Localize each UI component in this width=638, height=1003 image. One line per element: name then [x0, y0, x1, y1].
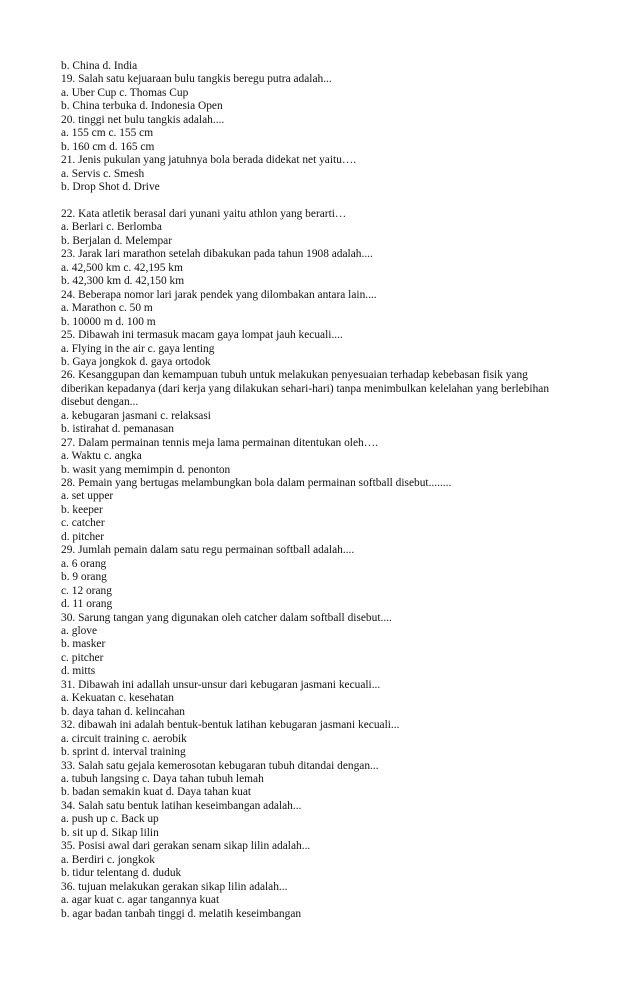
question-line: 36. tujuan melakukan gerakan sikap lilin adalah... [61, 880, 288, 893]
answer-options-line: a. tubuh langsing c. Daya tahan tubuh lemah [61, 773, 264, 785]
answer-options-line: a. Servis c. Smesh [61, 167, 145, 180]
answer-options-line: b. badan semakin kuat d. Daya tahan kuat [61, 786, 252, 799]
answer-options-line: b. Gaya jongkok d. gaya ortodok [61, 355, 211, 368]
answer-options-line: b. 10000 m d. 100 m [61, 315, 156, 328]
answer-options-line: b. sprint d. interval training [61, 746, 186, 759]
question-line: 30. Sarung tangan yang digunakan oleh catcher dalam softball disebut.... [61, 611, 392, 624]
answer-options-line: d. pitcher [61, 530, 105, 543]
answer-options-line: b. Berjalan d. Melempar [61, 234, 173, 247]
answer-options-line: b. tidur telentang d. duduk [61, 867, 182, 880]
answer-options-line: a. 155 cm c. 155 cm [61, 127, 154, 140]
answer-options-line: a. Uber Cup c. Thomas Cup [61, 86, 189, 99]
answer-options-line: b. masker [61, 638, 106, 651]
question-line: 28. Pemain yang bertugas melambungkan bola dalam permainan softball disebut........ [61, 477, 452, 490]
question-line: 20. tinggi net bulu tangkis adalah.... [61, 113, 225, 126]
answer-options-line: a. push up c. Back up [61, 813, 159, 826]
document-page [61, 60, 621, 921]
answer-options-line: b. 9 orang [61, 571, 107, 584]
answer-options-line: b. istirahat d. pemanasan [61, 423, 174, 436]
answer-options-line: a. Flying in the air c. gaya lenting [61, 342, 215, 355]
answer-options-line: c. 12 orang [61, 584, 112, 597]
answer-options-line: a. agar kuat c. agar tangannya kuat [61, 894, 220, 907]
answer-options-line: b. wasit yang memimpin d. penonton [61, 463, 231, 476]
answer-options-line: b. daya tahan d. kelincahan [61, 705, 185, 718]
answer-options-line: d. 11 orang [61, 598, 113, 611]
question-line: 25. Dibawah ini termasuk macam gaya lompat jauh kecuali.... [61, 329, 343, 342]
answer-options-line: b. 42,300 km d. 42,150 km [61, 275, 185, 288]
question-line: 33. Salah satu gejala kemerosotan kebugaran tubuh ditandai dengan... [61, 759, 379, 772]
answer-options-line: b. Drop Shot d. Drive [61, 181, 160, 194]
answer-options-line: a. glove [61, 625, 98, 638]
blank-line [61, 195, 621, 208]
answer-options-line: c. pitcher [61, 651, 104, 664]
answer-options-line: a. kebugaran jasmani c. relaksasi [61, 409, 211, 422]
answer-options-line: a. Berlari c. Berlomba [61, 221, 162, 234]
question-line: 24. Beberapa nomor lari jarak pendek yang dilombakan antara lain.... [61, 288, 377, 301]
answer-options-line: b. 160 cm d. 165 cm [61, 140, 155, 153]
question-continuation-line: disebut dengan... [61, 396, 139, 409]
answer-options-line: a. Marathon c. 50 m [61, 302, 153, 315]
question-line: 22. Kata atletik berasal dari yunani yaitu athlon yang berarti… [61, 207, 347, 220]
question-line: 29. Jumlah pemain dalam satu regu permainan softball adalah.... [61, 544, 355, 557]
question-line: 34. Salah satu bentuk latihan keseimbangan adalah... [61, 799, 302, 812]
answer-options-line: d. mitts [61, 665, 96, 678]
answer-options-line: c. catcher [61, 517, 105, 530]
answer-options-line: a. set upper [61, 490, 114, 503]
question-line: 27. Dalam permainan tennis meja lama permainan ditentukan oleh…. [61, 436, 378, 449]
question-line: 32. dibawah ini adalah bentuk-bentuk latihan kebugaran jasmani kecuali... [61, 719, 400, 732]
answer-options-line: b. China terbuka d. Indonesia Open [61, 100, 223, 113]
question-line: 35. Posisi awal dari gerakan senam sikap lilin adalah... [61, 840, 311, 853]
answer-options-line: a. 6 orang [61, 557, 107, 570]
question-line: 21. Jenis pukulan yang jatuhnya bola berada didekat net yaitu…. [61, 154, 357, 167]
answer-options-line: b. China d. India [61, 60, 138, 72]
question-line: 23. Jarak lari marathon setelah dibakukan pada tahun 1908 adalah.... [61, 248, 373, 261]
question-line: 31. Dibawah ini adallah unsur-unsur dari kebugaran jasmani kecuali... [61, 678, 381, 691]
answer-options-line: b. keeper [61, 503, 103, 516]
answer-options-line: a. Kekuatan c. kesehatan [61, 692, 174, 705]
answer-options-line: a. Berdiri c. jongkok [61, 853, 155, 866]
answer-options-line: a. 42,500 km c. 42,195 km [61, 261, 183, 274]
question-continuation-line: diberikan kepadanya (dari kerja yang dilakukan sehari-hari) tanpa menimbulkan kelelahan yang berlebihan [61, 382, 550, 395]
question-line: 26. Kesanggupan dan kemampuan tubuh untuk melakukan penyesuaian terhadap kebebasan fisik yang [61, 369, 528, 382]
answer-options-line: a. circuit training c. aerobik [61, 732, 187, 745]
answer-options-line: a. Waktu c. angka [61, 450, 142, 463]
question-line: 19. Salah satu kejuaraan bulu tangkis beregu putra adalah... [61, 73, 332, 86]
answer-options-line: b. sit up d. Sikap lilin [61, 826, 159, 839]
answer-options-line: b. agar badan tanbah tinggi d. melatih keseimbangan [61, 907, 302, 920]
